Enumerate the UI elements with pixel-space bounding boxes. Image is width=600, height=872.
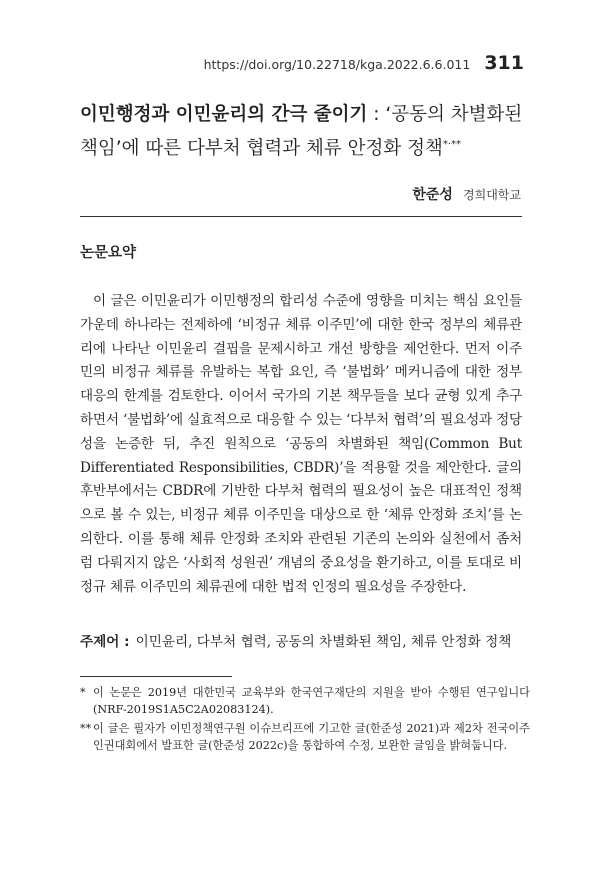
footnote-item bbox=[80, 684, 530, 718]
abstract-body: 이 글은 이민윤리가 이민행정의 합리성 수준에 영향을 미치는 핵심 요인들 가운데 하나라는 전제하에 ‘비정규 체류 이주민’에 대한 한국 정부의 체류관리에 나타난 이민윤리 결핍을 문제시하고 개선 방향을 제언한다. 먼저 이주민의 비정규 체류를 유발하는 복합 요인, 즉 ‘불법화’ 메커니즘에 대한 정부 대응의 한계를 검토한다. 이어서 국가의 기본 책무들을 보다 균형 있게 추구하면서 ‘불법화’에 실효적으로 대응할 수 있는 ‘다부처 협력’의 필요성과 정당성을 논증한 뒤, 추진 원칙으로 ‘공동의 차별화된 책임(Common But Differentiated Responsibilities, CBDR)’을 적용할 것을 제안한다. 글의 후반부에서는 CBDR에 기반한 다부처 협력의 필요성이 높은 대표적인 정책으로 볼 수 있는, 비정규 체류 이주민을 대상으로 한 ‘체류 안정화 조치’를 논의한다. 이를 통해 체류 안정화 조치와 관련된 기존의 논의와 실천에서 좀처럼 다뤄지지 않은 ‘사회적 성원권’ 개념의 중요성을 환기하고, 이를 토대로 비정규 체류 이주민의 체류권에 대한 법적 인정의 필요성을 주장한다. bbox=[80, 293, 522, 595]
title-footnote-marks: *·** bbox=[442, 139, 462, 150]
title-divider bbox=[80, 216, 522, 217]
keywords bbox=[80, 631, 530, 653]
author-name: 한준성 bbox=[412, 187, 453, 203]
title-separator: : bbox=[367, 104, 386, 125]
footnote-mark: ** bbox=[80, 722, 92, 735]
footnotes bbox=[80, 684, 530, 756]
paper-title bbox=[80, 100, 530, 164]
abstract-heading: 논문요약 bbox=[80, 245, 137, 261]
footnote-text: 이 글은 필자가 이민정책연구원 이슈브리프에 기고한 글(한준성 2021)과 제2차 전국이주인권대회에서 발표한 글(한준성 2022c)을 통합하여 수정, 보완한 글임을 밝혀둡니다. bbox=[93, 722, 530, 752]
running-header bbox=[204, 52, 524, 74]
doi-link[interactable]: https://doi.org/10.22718/kga.2022.6.6.011 bbox=[203, 57, 471, 72]
title-main: 이민행정과 이민윤리의 간극 줄이기 bbox=[80, 104, 368, 125]
keywords-label: 주제어 : bbox=[80, 634, 130, 650]
footnote-text: 이 논문은 2019년 대한민국 교육부와 한국연구재단의 지원을 받아 수행된 연구입니다(NRF-2019S1A5C2A02083124). bbox=[93, 686, 530, 716]
keywords-list: 이민윤리, 다부처 협력, 공동의 차별화된 책임, 체류 안정화 정책 bbox=[135, 634, 512, 650]
footnote-mark: * bbox=[80, 686, 86, 699]
page-number: 311 bbox=[484, 52, 524, 74]
title-subtitle: ‘공동의 차별화된 책임’에 따른 다부처 협력과 체류 안정화 정책 bbox=[80, 104, 523, 160]
author-affiliation: 경희대학교 bbox=[463, 188, 521, 202]
footnote-item bbox=[80, 720, 530, 754]
author-line bbox=[412, 184, 521, 204]
footnote-divider bbox=[80, 676, 232, 677]
